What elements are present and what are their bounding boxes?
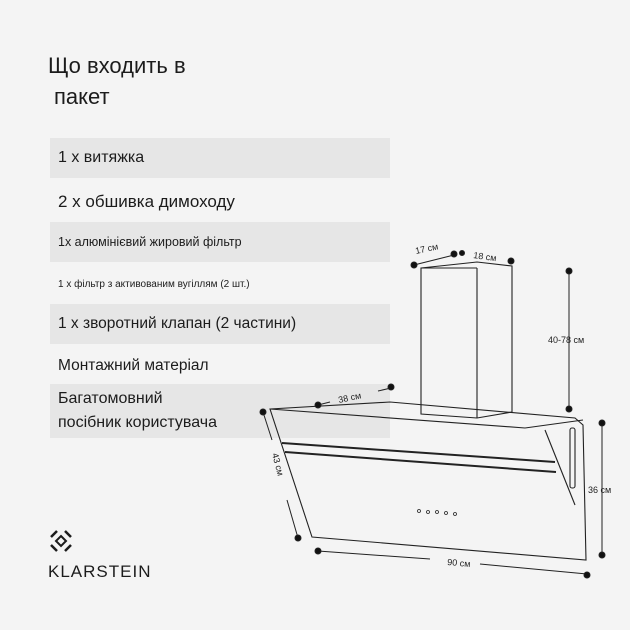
control-buttons xyxy=(418,510,457,516)
dim-depth: 38 см xyxy=(337,390,363,405)
hood-body xyxy=(270,402,586,560)
list-item: 1 х витяжка xyxy=(50,138,390,178)
klarstein-logo-icon xyxy=(48,528,74,554)
brand-name: KLARSTEIN xyxy=(48,562,152,581)
title-line-1: Що входить в xyxy=(48,53,186,78)
title-line-2: пакет xyxy=(54,84,110,109)
dimension-lines xyxy=(260,251,605,579)
brand-logo xyxy=(48,528,151,582)
list-item: 1х алюмінієвий жировий фільтр xyxy=(50,222,390,262)
list-item: 1 х фільтр з активованим вугіллям (2 шт.) xyxy=(58,278,250,290)
dim-width: 90 см xyxy=(446,557,471,570)
list-item: 1 х зворотний клапан (2 частини) xyxy=(50,304,390,344)
dim-chimney-depth: 17 см xyxy=(414,241,440,256)
list-item-line: посібник користувача xyxy=(58,414,218,431)
list-item: Монтажний матеріал xyxy=(58,357,209,374)
dim-height: 36 см xyxy=(588,485,612,495)
list-item-line: Багатомовний xyxy=(58,390,163,407)
dim-chimney-width: 18 см xyxy=(472,250,498,264)
dim-panel-height: 43 см xyxy=(270,451,286,477)
list-item: 2 х обшивка димоходу xyxy=(58,192,235,211)
dim-chimney-height: 40-78 см xyxy=(548,335,585,345)
chimney xyxy=(421,262,512,418)
